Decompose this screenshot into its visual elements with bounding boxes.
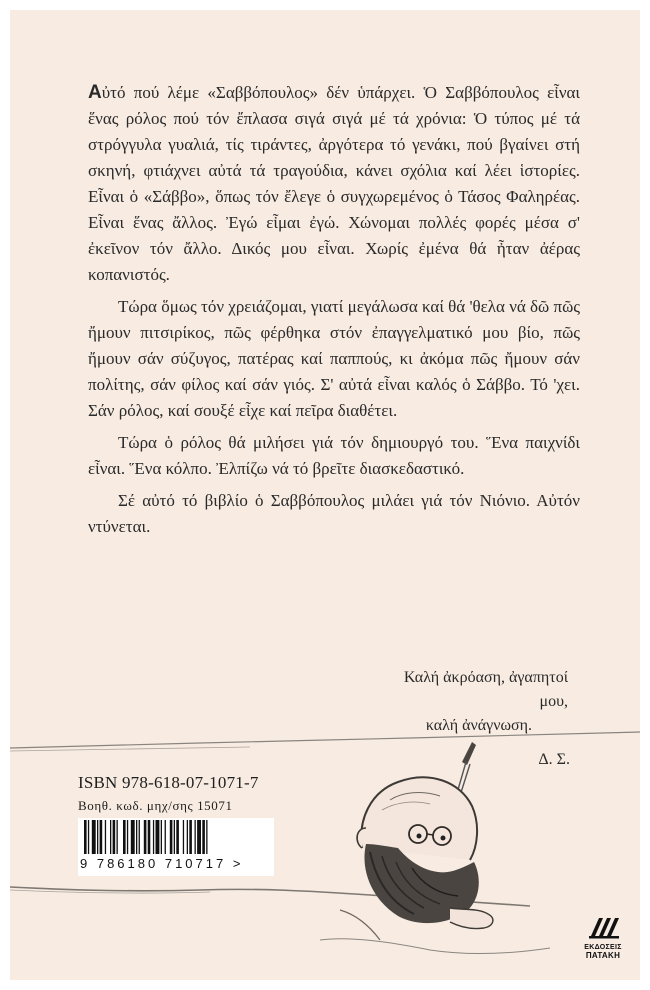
publisher-name-line-2: ΠΑΤΑΚΗ: [585, 951, 621, 960]
patakis-logo-icon: [585, 914, 621, 940]
publisher-name-line-1: ΕΚΔΟΣΕΙΣ: [584, 944, 622, 951]
blurb-text: [88, 80, 580, 546]
publisher-logo: [568, 914, 638, 960]
paragraph-1-text: ὐτό πού λέμε «Σαββόπουλος» δέν ὑπάρχει. Ὁ Σαββόπουλος εἶναι ἕνας ρόλος πού τόν ἔπλασα σιγά σιγά μέ τά χρόνια: Ὁ τύπος μέ τά στρόγγυλα γυαλιά, τίς τιράντες, ἀργότερα τό γενάκι, πού βγαίνει στή σκηνή, φτιάχνει αὐτά τά τραγούδια, κάνει σχόλια καί λέει ἱστορίες. Εἶναι ὁ «Σάββο», ὅπως τόν ἔλεγε ὁ συγχωρεμένος ὁ Τάσος Φαληρέας. Εἶναι ἕνας ἄλλος. Ἐγώ εἶμαι ἐγώ. Χώνομαι πολλές φορές μέσα σ' ἐκεῖνον τόν ἄλλο. Δικός μου εἶναι. Χωρίς ἐμένα θά ἦταν ἀέρας κοπανιστός.: [88, 83, 580, 284]
back-cover: [10, 10, 640, 980]
barcode-number: 9 786180 710717 >: [80, 856, 244, 871]
paragraph-4: Σέ αὐτό τό βιβλίο ὁ Σαββόπουλος μιλάει γιά τόν Νιόνιο. Αὐτόν ντύνεται.: [88, 491, 580, 536]
paragraph-3: Τώρα ὁ ρόλος θά μιλήσει γιά τόν δημιουργό του. Ἕνα παιχνίδι εἶναι. Ἕνα κόλπο. Ἐλπίζω νά τό βρεῖτε διασκεδαστικό.: [88, 433, 580, 478]
isbn-text: ISBN 978-618-07-1071-7: [78, 773, 259, 792]
internal-code: Βοηθ. κωδ. μηχ/σης 15071: [78, 798, 233, 813]
drop-cap: Α: [88, 82, 102, 103]
author-initials: Δ. Σ.: [538, 751, 570, 768]
signoff-line-2: καλή ἀνάγνωση.: [425, 717, 532, 734]
signoff-line-1: Καλή ἀκρόαση, ἀγαπητοί μου,: [403, 669, 568, 710]
paragraph-1: [88, 80, 580, 288]
signoff: [380, 666, 570, 772]
barcode-bars: [78, 818, 274, 858]
paragraph-2: Τώρα ὅμως τόν χρειάζομαι, γιατί μεγάλωσα καί θά 'θελα νά δῶ πῶς ἤμουν πιτσιρίκος, πῶς φέρθηκα στόν ἐπαγγελματικό μου βίο, πῶς ἤμουν σάν σύζυγος, πατέρας καί παππούς, κι ἀκόμα πῶς ἤμουν σάν πολίτης, σάν φίλος καί σάν γιός. Σ' αὐτά εἶναι καλός ὁ Σάββο. Τό 'χει. Σάν ρόλος, καί σουξέ εἶχε καί πεῖρα διαθέτει.: [88, 297, 580, 420]
